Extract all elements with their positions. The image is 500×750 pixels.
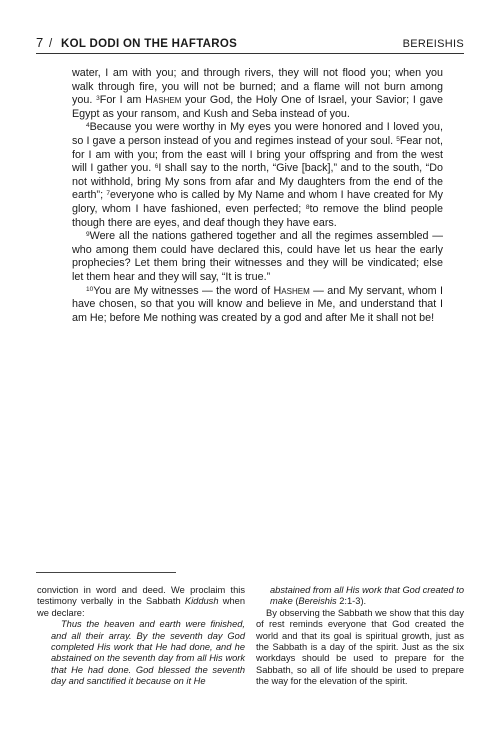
divine-name: Hashem (145, 94, 182, 107)
page-number: 7 (36, 35, 44, 50)
paragraph-1 (72, 67, 443, 121)
kiddush-term: Kiddush (184, 596, 219, 607)
commentary-paragraph: By observing the Sabbath we show that this day of rest reminds everyone that God created the world and that its goal is spiritual growth, just as the Sabbath is a day of the spirit. Just as the six workdays should be used to prepare for the Sabbath, so all of life should be used to prepare the way for the elevation of the spirit. (256, 607, 464, 687)
verse-number: 9 (86, 231, 90, 239)
verse-number: 6 (154, 163, 159, 171)
book-title: KOL DODI ON THE HAFTAROS (61, 38, 238, 50)
citation-book: Bereishis (298, 596, 337, 607)
citation-reference: 2:1-3). (336, 596, 367, 607)
verse-text: — and My servant, whom I have chosen, so that you will know and believe in Me, and understand that I am He; before Me nothing was created by a god and after Me it shall not be! (72, 284, 444, 324)
kiddush-quote-continued (256, 585, 464, 608)
commentary-right-column (256, 585, 464, 688)
kiddush-quote: Thus the heaven and earth were finished, and all their array. By the seventh day God completed His work that He had done, and he abstained on the seventh day from all His work that He had done. God blessed the seventh day and sanctified it because on it He (51, 619, 245, 687)
commentary-text: conviction in word and deed. We proclaim this testimony verbally in the Sabbath (37, 585, 245, 607)
verse-text: to remove the blind people though there are eyes, and deaf though they have ears. (72, 202, 443, 229)
verse-number: 4 (86, 122, 90, 130)
header-left (36, 35, 237, 50)
verse-text: You are My witnesses — the word of (93, 284, 274, 297)
verse-number: 3 (96, 95, 100, 103)
paragraph-4 (72, 285, 443, 326)
header-separator: / (49, 38, 53, 50)
verse-text: Fear not, for I am with you; from the east will I bring your offspring and from the west will I gather you. (72, 134, 443, 175)
footnote-divider (36, 572, 176, 573)
paragraph-2 (72, 121, 443, 230)
quote-text: abstained from all His work that God created to make (270, 585, 464, 607)
verse-number: 7 (106, 190, 111, 198)
citation-open: ( (292, 596, 299, 607)
verse-number: 10 (86, 285, 94, 293)
running-header (36, 32, 464, 54)
verse-text: Because you were worthy in My eyes you were honored and I loved you, so I gave a person instead of you and regimes instead of your soul. (72, 121, 443, 147)
main-text (72, 67, 443, 325)
verse-number: 5 (396, 135, 400, 143)
divine-name: Hashem (273, 284, 310, 297)
verse-text: Were all the nations gathered together and all the regimes assembled — who among them could have declared this, could have let us hear the early prophecies? Let them bring their witnesses and they will be vindicated; else let them hear and they will say, “It is true.” (72, 230, 443, 283)
section-name: BEREISHIS (402, 38, 464, 50)
verse-text: everyone who is called by My Name and whom I have created for My glory, whom I have fashioned, even perfected; (72, 189, 443, 215)
verse-text: For I am (99, 94, 146, 107)
commentary-intro (37, 585, 245, 619)
verse-text: your God, the Holy One of Israel, your Savior; I gave Egypt as your ransom, and Kush and Seba instead of you. (72, 94, 443, 120)
verse-number: 8 (305, 203, 310, 211)
paragraph-3 (72, 230, 443, 284)
commentary-text: when we declare: (37, 596, 245, 618)
commentary-left-column (37, 585, 245, 688)
verse-text: I shall say to the north, “Give [back],” and to the south, “Do not withhold, bring My sons from afar and My daughters from the end of the earth”; (72, 162, 443, 202)
verse-text: water, I am with you; and through rivers, they will not flood you; when you walk through fire, you will not be burned; and a flame will not burn among you. (72, 67, 443, 107)
